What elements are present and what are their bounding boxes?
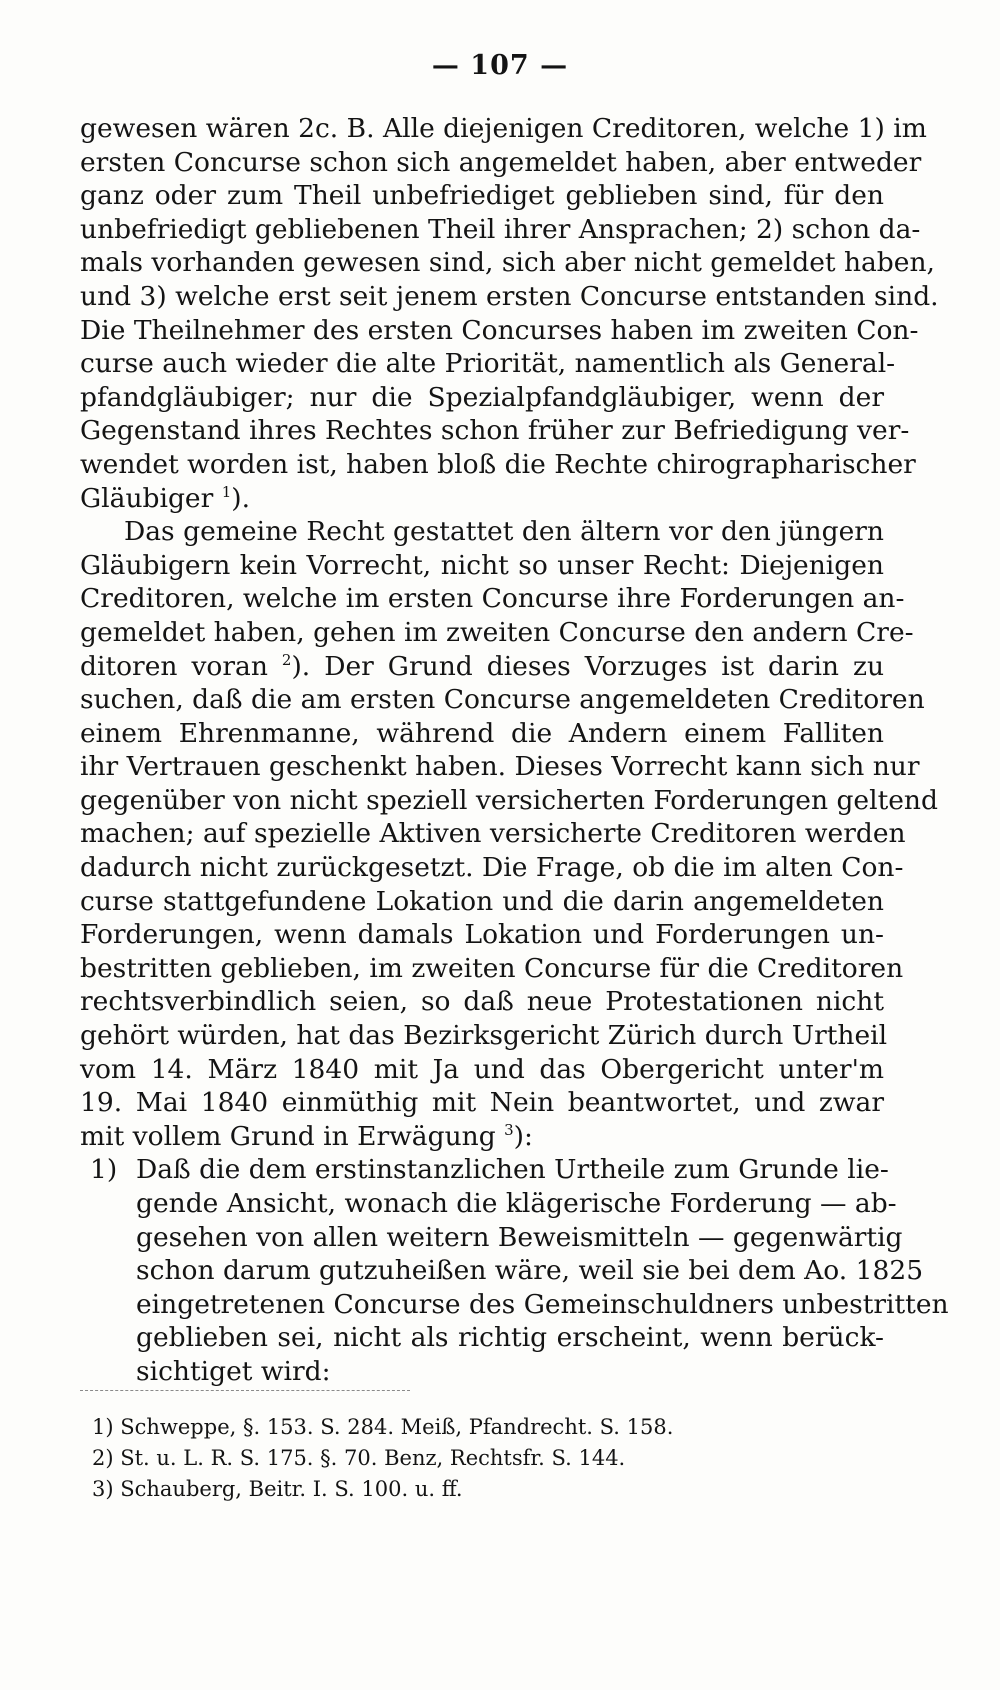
footnote-ref: 1 <box>221 482 232 501</box>
text-line: ihr Vertrauen geschenkt haben. Dieses Vorrecht kann sich nur <box>80 751 920 783</box>
footnote: 1) Schweppe, §. 153. S. 284. Meiß, Pfandrecht. S. 158. <box>92 1415 674 1439</box>
footnote-ref: 2 <box>281 650 292 669</box>
item-line: schon darum gutzuheißen wäre, weil sie bei dem Ao. 1825 <box>136 1255 924 1287</box>
item-number: 1) <box>90 1154 118 1186</box>
text-fragment: ). Der Grund dieses Vorzuges ist darin zu <box>291 650 885 682</box>
text-line: ersten Concurse schon sich angemeldet haben, aber entweder <box>80 146 922 178</box>
text-line: Gläubigern kein Vorrecht, nicht so unser Recht: Diejenigen <box>80 549 884 581</box>
text-line: gegenüber von nicht speziell versicherten Forderungen geltend <box>80 784 938 816</box>
text-line: Die Theilnehmer des ersten Concurses haben im zweiten Con- <box>80 314 919 346</box>
text-line: ganz oder zum Theil unbefriediget geblieben sind, für den <box>80 180 884 212</box>
text-line: mals vorhanden gewesen sind, sich aber nicht gemeldet haben, <box>80 247 935 279</box>
text-line: Gegenstand ihres Rechtes schon früher zur Befriedigung ver- <box>80 415 910 447</box>
text-line <box>80 1120 884 1154</box>
footnote-ref: 3 <box>504 1120 514 1139</box>
text-line: bestritten geblieben, im zweiten Concurse für die Creditoren <box>80 952 904 984</box>
text-line: unbefriedigt gebliebenen Theil ihrer Ansprachen; 2) schon da- <box>80 213 921 245</box>
text-line: wendet worden ist, haben bloß die Rechte chirographarischer <box>80 448 916 480</box>
text-line: Forderungen, wenn damals Lokation und Forderungen un- <box>80 919 884 951</box>
footnotes <box>92 1412 872 1505</box>
text-line: und 3) welche erst seit jenem ersten Concurse entstanden sind. <box>80 280 939 312</box>
text-line: Creditoren, welche im ersten Concurse ihre Forderungen an- <box>80 583 905 615</box>
footnote: 3) Schauberg, Beitr. I. S. 100. u. ff. <box>92 1477 463 1501</box>
text-line <box>80 482 884 516</box>
text-line: gehört würden, hat das Bezirksgericht Zürich durch Urtheil <box>80 1020 888 1052</box>
text-line: 19. Mai 1840 einmüthig mit Nein beantwortet, und zwar <box>80 1087 884 1119</box>
item-line: geblieben sei, nicht als richtig erscheint, wenn berück- <box>136 1322 884 1354</box>
text-line: vom 14. März 1840 mit Ja und das Obergericht unter'm <box>80 1053 884 1085</box>
page-number: — 107 — <box>431 50 569 81</box>
text-fragment: mit vollem Grund in Erwägung <box>80 1120 496 1152</box>
text-line: dadurch nicht zurückgesetzt. Die Frage, ob die im alten Con- <box>80 852 904 884</box>
item-line: sichtiget wird: <box>136 1355 331 1387</box>
text-line: Das gemeine Recht gestattet den ältern vor den jüngern <box>124 516 884 548</box>
numbered-item <box>80 1153 949 1388</box>
text-fragment: ditoren voran <box>80 650 268 682</box>
item-line: Daß die dem erstinstanzlichen Urtheile zum Grunde lie- <box>136 1154 889 1186</box>
text-line: rechtsverbindlich seien, so daß neue Protestationen nicht <box>80 986 884 1018</box>
text-line: machen; auf spezielle Aktiven versicherte Creditoren werden <box>80 818 906 850</box>
item-line: eingetretenen Concurse des Gemeinschuldners unbestritten <box>136 1288 949 1320</box>
text-line: gemeldet haben, gehen im zweiten Concurse den andern Cre- <box>80 616 914 648</box>
footnote: 2) St. u. L. R. S. 175. §. 70. Benz, Rechtsfr. S. 144. <box>92 1446 626 1470</box>
item-line: gende Ansicht, wonach die klägerische Forderung — ab- <box>136 1188 897 1219</box>
text-line: pfandgläubiger; nur die Spezialpfandgläubiger, wenn der <box>80 381 884 413</box>
text-fragment: ): <box>513 1120 533 1152</box>
text-fragment: Gläubiger <box>80 482 214 514</box>
text-line: curse stattgefundene Lokation und die darin angemeldeten <box>80 885 884 917</box>
main-text <box>80 112 949 1389</box>
text-line: suchen, daß die am ersten Concurse angemeldeten Creditoren <box>80 684 925 716</box>
text-fragment: ). <box>231 482 251 514</box>
text-line: curse auch wieder die alte Priorität, namentlich als General- <box>80 348 896 380</box>
text-line: einem Ehrenmanne, während die Andern einem Falliten <box>80 717 884 749</box>
text-line <box>80 650 884 684</box>
item-line: gesehen von allen weitern Beweismitteln — gegenwärtig <box>136 1221 903 1253</box>
text-line: gewesen wären 2c. B. Alle diejenigen Creditoren, welche 1) im <box>80 113 927 144</box>
footnote-divider <box>80 1390 410 1391</box>
